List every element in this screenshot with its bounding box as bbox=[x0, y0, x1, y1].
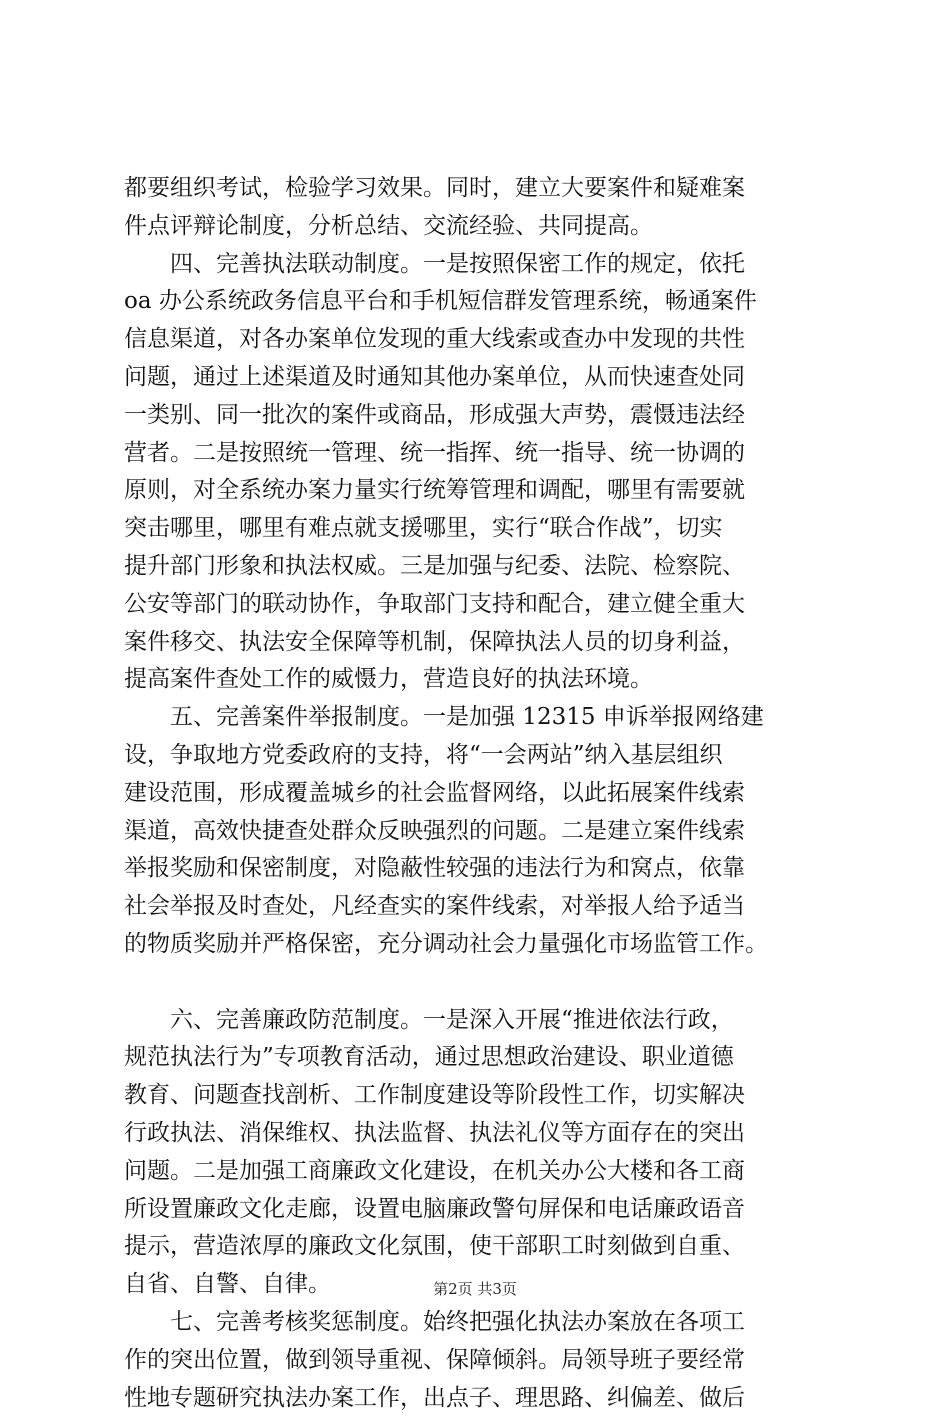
body-line: 突击哪里，哪里有难点就支援哪里，实行“联合作战”，切实 bbox=[124, 510, 844, 548]
body-line: 提示，营造浓厚的廉政文化氛围，使干部职工时刻做到自重、 bbox=[124, 1228, 844, 1266]
document-body bbox=[124, 170, 844, 1417]
body-line: 五、完善案件举报制度。一是加强 12315 申诉举报网络建 bbox=[124, 699, 844, 737]
body-line: 规范执法行为”专项教育活动，通过思想政治建设、职业道德 bbox=[124, 1039, 844, 1077]
body-line: 设，争取地方党委政府的支持，将“一会两站”纳入基层组织 bbox=[124, 737, 844, 775]
body-line: 一类别、同一批次的案件或商品，形成强大声势，震慑违法经 bbox=[124, 397, 844, 435]
body-line: 提升部门形象和执法权威。三是加强与纪委、法院、检察院、 bbox=[124, 548, 844, 586]
body-line: 信息渠道，对各办案单位发现的重大线索或查办中发现的共性 bbox=[124, 321, 844, 359]
body-line: 举报奖励和保密制度，对隐蔽性较强的违法行为和窝点，依靠 bbox=[124, 850, 844, 888]
body-line: 问题，通过上述渠道及时通知其他办案单位，从而快速查处同 bbox=[124, 359, 844, 397]
page-number-footer: 第2页 共3页 bbox=[0, 1278, 950, 1299]
body-line: 建设范围，形成覆盖城乡的社会监督网络，以此拓展案件线索 bbox=[124, 775, 844, 813]
body-line: oa 办公系统政务信息平台和手机短信群发管理系统，畅通案件 bbox=[124, 283, 844, 321]
body-line: 渠道，高效快捷查处群众反映强烈的问题。二是建立案件线索 bbox=[124, 813, 844, 851]
body-line: 性地专题研究执法办案工作，出点子、理思路、纠偏差、做后 bbox=[124, 1380, 844, 1417]
body-line: 教育、问题查找剖析、工作制度建设等阶段性工作，切实解决 bbox=[124, 1077, 844, 1115]
body-line: 七、完善考核奖惩制度。始终把强化执法办案放在各项工 bbox=[124, 1304, 844, 1342]
body-line: 社会举报及时查处，凡经查实的案件线索，对举报人给予适当 bbox=[124, 888, 844, 926]
body-line: 六、完善廉政防范制度。一是深入开展“推进依法行政， bbox=[124, 1002, 844, 1040]
body-line: 件点评辩论制度，分析总结、交流经验、共同提高。 bbox=[124, 208, 844, 246]
body-line: 自省、自警、自律。 bbox=[124, 1266, 844, 1304]
body-line: 营者。二是按照统一管理、统一指挥、统一指导、统一协调的 bbox=[124, 435, 844, 473]
body-line: 都要组织考试，检验学习效果。同时，建立大要案件和疑难案 bbox=[124, 170, 844, 208]
body-line: 公安等部门的联动协作，争取部门支持和配合，建立健全重大 bbox=[124, 586, 844, 624]
body-line: 作的突出位置，做到领导重视、保障倾斜。局领导班子要经常 bbox=[124, 1342, 844, 1380]
body-line: 案件移交、执法安全保障等机制，保障执法人员的切身利益， bbox=[124, 624, 844, 662]
body-line: 提高案件查处工作的威慑力，营造良好的执法环境。 bbox=[124, 661, 844, 699]
body-line: 行政执法、消保维权、执法监督、执法礼仪等方面存在的突出 bbox=[124, 1115, 844, 1153]
body-line: 的物质奖励并严格保密，充分调动社会力量强化市场监管工作。 bbox=[124, 926, 844, 964]
body-line: 原则，对全系统办案力量实行统筹管理和调配，哪里有需要就 bbox=[124, 472, 844, 510]
body-line: 四、完善执法联动制度。一是按照保密工作的规定，依托 bbox=[124, 246, 844, 284]
body-line: 问题。二是加强工商廉政文化建设，在机关办公大楼和各工商 bbox=[124, 1153, 844, 1191]
body-line: 所设置廉政文化走廊，设置电脑廉政警句屏保和电话廉政语音 bbox=[124, 1191, 844, 1229]
